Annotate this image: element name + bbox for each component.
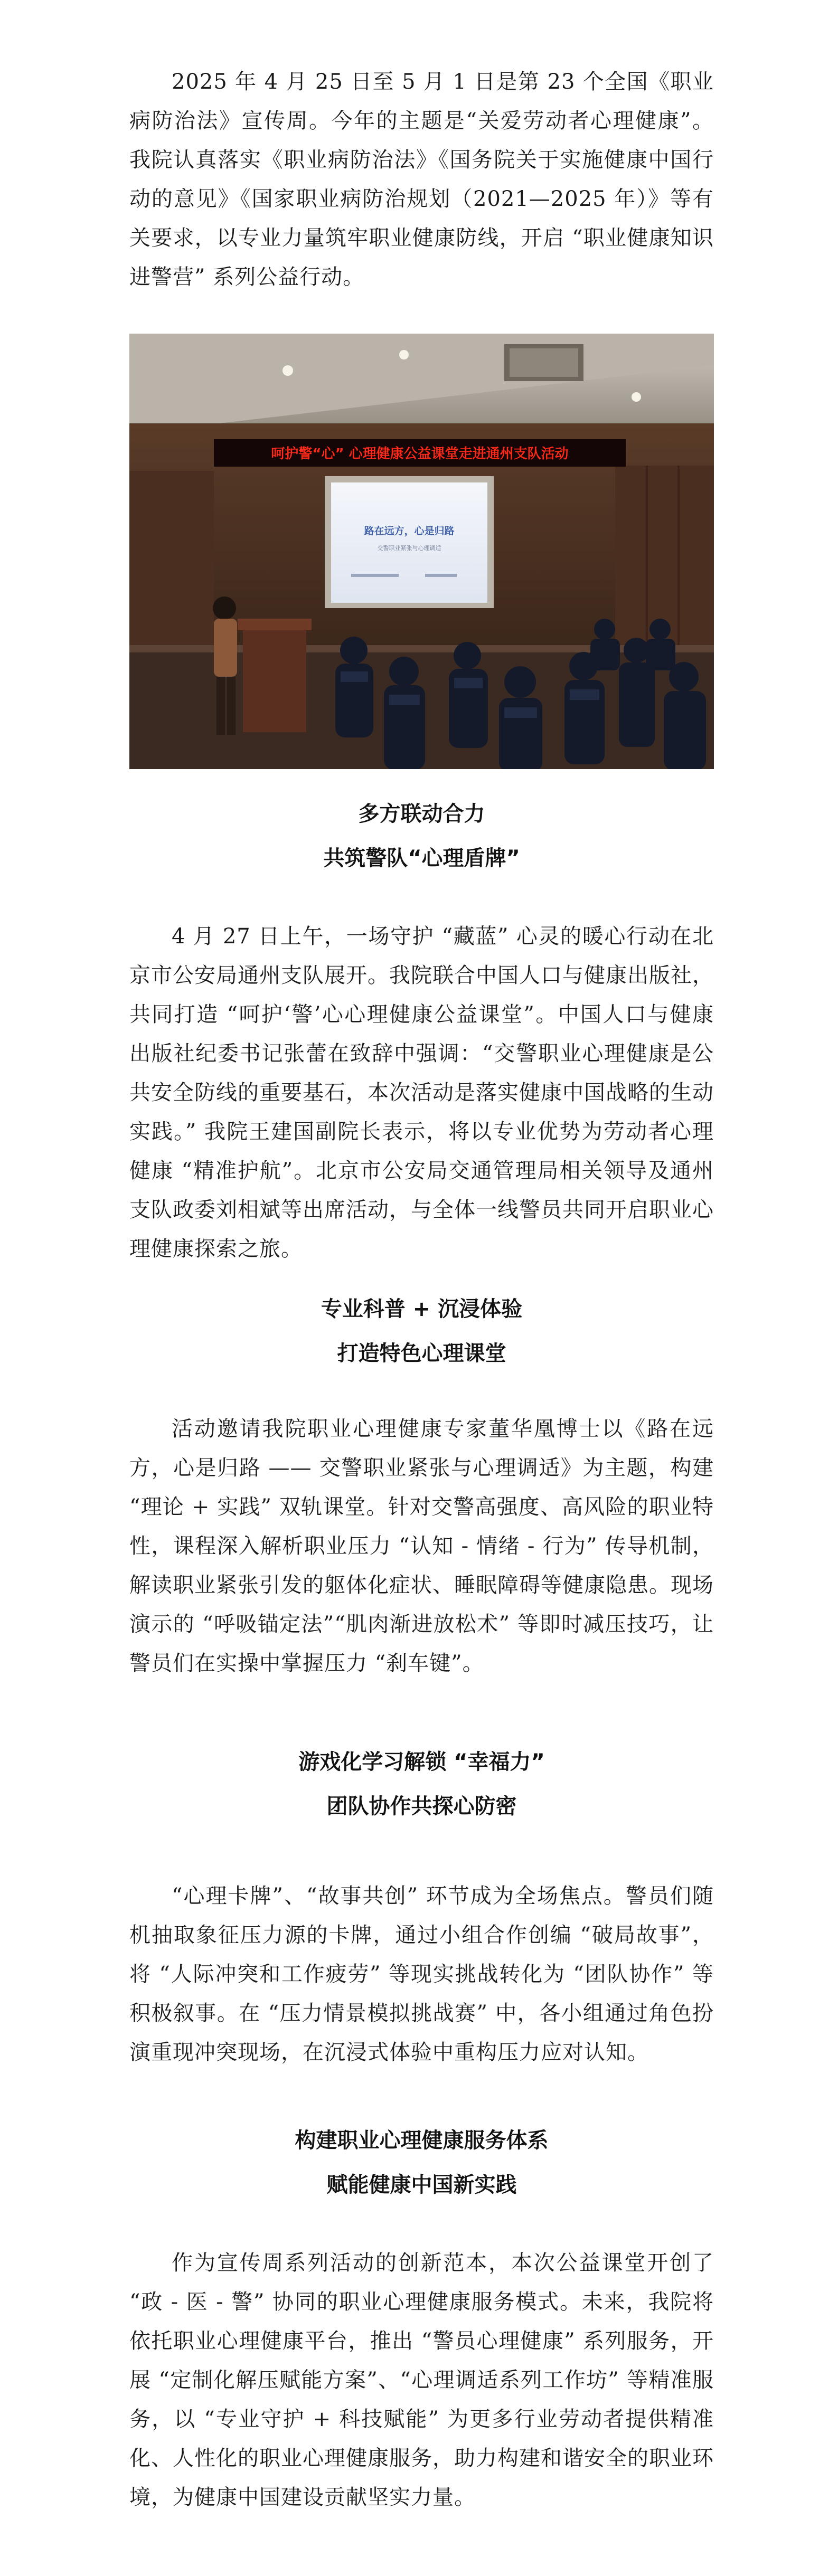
section-1-heading: [129, 792, 714, 880]
section-heading-line2: 打造特色心理课堂: [337, 1341, 506, 1366]
section-heading-line1: 构建职业心理健康服务体系: [295, 2128, 549, 2153]
section-3-paragraph: “心理卡牌”、“故事共创” 环节成为全场焦点。警员们随机抽取象征压力源的卡牌，通过小组合作创编 “破局故事”，将 “人际冲突和工作疲劳” 等现实挑战转化为 “团队协作” 等积极叙事。在 “压力情景模拟挑战赛” 中，各小组通过角色扮演重现冲突现场，在沉浸式体验中重构压力应对认知。: [129, 1884, 714, 2064]
section-2-heading: [129, 1287, 714, 1376]
led-banner-text: 呵护警“心” 心理健康公益课堂走进通州支队活动: [271, 446, 569, 462]
slide-subtitle: 交警职业紧张与心理调适: [377, 545, 441, 552]
section-1-paragraph: 4 月 27 日上午，一场守护 “藏蓝” 心灵的暖心行动在北京市公安局通州支队展开。我院联合中国人口与健康出版社，共同打造 “呵护‘警’心心理健康公益课堂”。中国人口与健康出版社纪委书记张蕾在致辞中强调：“交警职业心理健康是公共安全防线的重要基石，本次活动是落实健康中国战略的生动实践。” 我院王建国副院长表示，将以专业优势为劳动者心理健康 “精准护航”。北京市公安局交通管理局相关领导及通州支队政委刘相斌等出席活动，与全体一线警员共同开启职业心理健康探索之旅。: [129, 924, 714, 1261]
section-heading-line2: 共筑警队“心理盾牌”: [323, 846, 520, 870]
event-photo: [129, 334, 714, 769]
section-4-heading: [129, 2118, 714, 2207]
section-heading-line2: 赋能健康中国新实践: [326, 2173, 517, 2197]
section-heading-line2: 团队协作共探心防密: [326, 1794, 517, 1819]
section-heading-line1: 多方联动合力: [358, 802, 485, 826]
intro-paragraph: 2025 年 4 月 25 日至 5 月 1 日是第 23 个全国《职业病防治法》宣传周。今年的主题是“关爱劳动者心理健康”。我院认真落实《职业病防治法》《国务院关于实施健康中国行动的意见》《国家职业病防治规划（2021—2025 年）》等有关要求，以专业力量筑牢职业健康防线，开启 “职业健康知识进警营” 系列公益行动。: [129, 70, 714, 289]
slide-title: 路在远方，心是归路: [364, 525, 455, 537]
section-3-heading: [129, 1740, 714, 1829]
section-heading-line1: 游戏化学习解锁 “幸福力”: [298, 1750, 545, 1774]
section-4-paragraph: 作为宣传周系列活动的创新范本，本次公益课堂开创了 “政 - 医 - 警” 协同的职业心理健康服务模式。未来，我院将依托职业心理健康平台，推出 “警员心理健康” 系列服务，开展 “定制化解压赋能方案”、“心理调适系列工作坊” 等精准服务，以 “专业守护 + 科技赋能” 为更多行业劳动者提供精准化、人性化的职业心理健康服务，助力构建和谐安全的职业环境，为健康中国建设贡献坚实力量。: [129, 2251, 714, 2509]
section-heading-line1: 专业科普 + 沉浸体验: [321, 1297, 523, 1321]
section-2-paragraph: 活动邀请我院职业心理健康专家董华凰博士以《路在远方，心是归路 —— 交警职业紧张与心理调适》为主题，构建 “理论 + 实践” 双轨课堂。针对交警高强度、高风险的职业特性，课程深入解析职业压力 “认知 - 情绪 - 行为” 传导机制，解读职业紧张引发的躯体化症状、睡眠障碍等健康隐患。现场演示的 “呼吸锚定法”“肌肉渐进放松术” 等即时减压技巧，让警员们在实操中掌握压力 “刹车键”。: [129, 1417, 714, 1675]
